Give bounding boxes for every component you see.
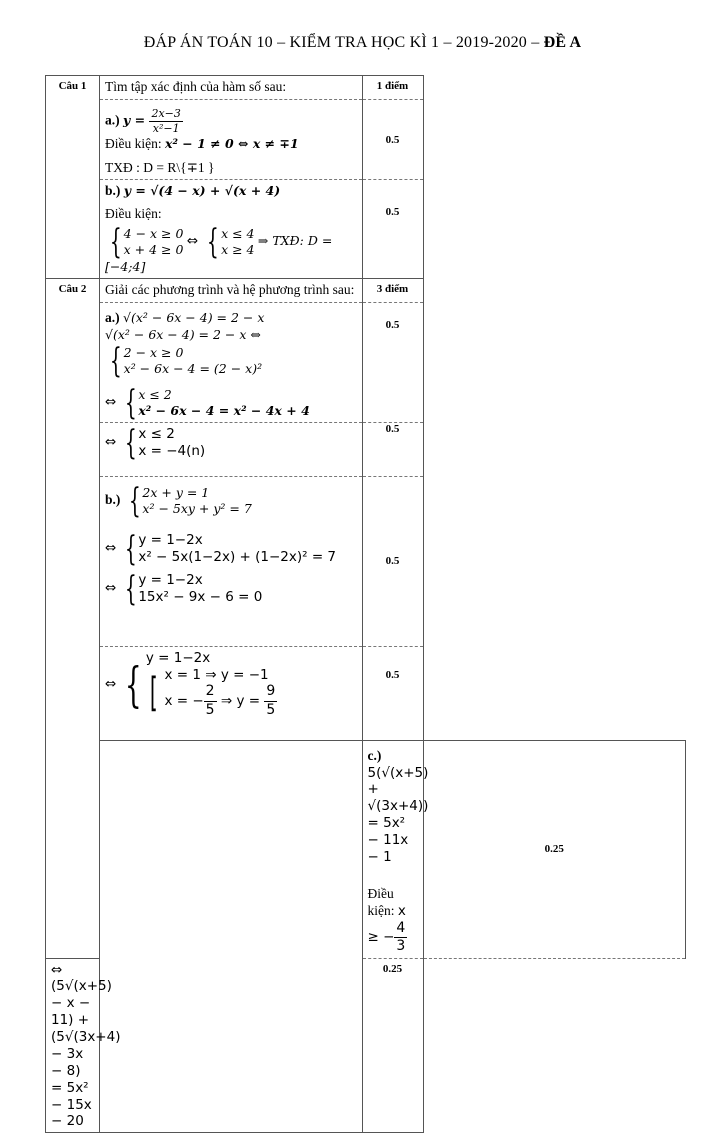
cau1-part-a: a.) y = $\frac{2x-3}{\text{x²−1}}$ Điều kiện: x² − 1 ≠ 0 ⇔ x ≠ ∓1 TXĐ : D = R\{∓1 } [100,100,363,180]
points-2c-2: 0.25 [362,958,423,1133]
points-2b-1: 0.5 [362,476,423,646]
points-total-1: 1 điểm [362,76,423,100]
points-2a-2: 0.5 [362,422,423,476]
fraction: $\frac{2x-3}{\text{x²−1}}$ [151,107,181,135]
points-1a: 0.5 [362,100,423,180]
question-label-2: Câu 2 [46,278,100,958]
cau2-part-b: b.) { 2x + y = 1 x² − 5xy + y² = 7 ⇔ { y = 1−2x x² − 5x(1−2x) + (1−2x)² = 7 ⇔ { y = 1−2x 15x² − 9x − 6 = 0 [100,476,363,646]
system-of-inequalities: { 4 − x ≥ 0 x + 4 ≥ 0 [109,222,184,262]
question-prompt-1: Tìm tập xác định của hàm số sau: [100,76,363,100]
cau1-part-b: b.) y = √(4 − x) + √(x + 4) Điều kiện: { 4 − x ≥ 0 x + 4 ≥ 0 ⇔ { x ≤ 4 x ≥ 4 ⇒ TXĐ: D = [−4;4] [100,180,363,279]
points-2c-1: 0.25 [423,740,686,958]
cau2-part-c: c.) 5(√(x+5) + √(3x+4)) = 5x² − 11x − 1 Điều kiện: x ≥ − $\frac{4}{3}$ [362,740,423,958]
points-2b-2: 0.5 [362,646,423,740]
cau2-part-a-step: ⇔ { x ≤ 2 x = −4(n) [100,422,363,476]
cau2-part-a: a.) √(x² − 6x − 4) = 2 − x √(x² − 6x − 4) = 2 − x ⇔ { 2 − x ≥ 0 x² − 6x − 4 = (2 − x)² ⇔ { x ≤ 2 x² − 6x − 4 = x² − 4x + 4 [100,302,363,422]
points-1b: 0.5 [362,180,423,279]
points-2a-1: 0.5 [362,302,423,422]
question-label-1: Câu 1 [46,76,100,279]
page-title: ĐÁP ÁN TOÁN 10 – KIỂM TRA HỌC KÌ 1 – 2019-2020 – ĐỀ A [143,34,582,51]
points-total-2: 3 điểm [362,278,423,302]
cau2-part-c-step: ⇔ (5√(x+5) − x − 11) + (5√(3x+4) − 3x − 8) = 5x² − 15x − 20 [46,958,100,1133]
question-prompt-2: Giải các phương trình và hệ phương trình sau: [100,278,363,302]
answer-table [45,75,686,1133]
cau2-part-b-step: ⇔ { y = 1−2x [ x = 1 ⇒ y = −1 x = − $\frac{2}{5}$ ⇒ y = $\frac{9}{5}$ [100,646,363,740]
